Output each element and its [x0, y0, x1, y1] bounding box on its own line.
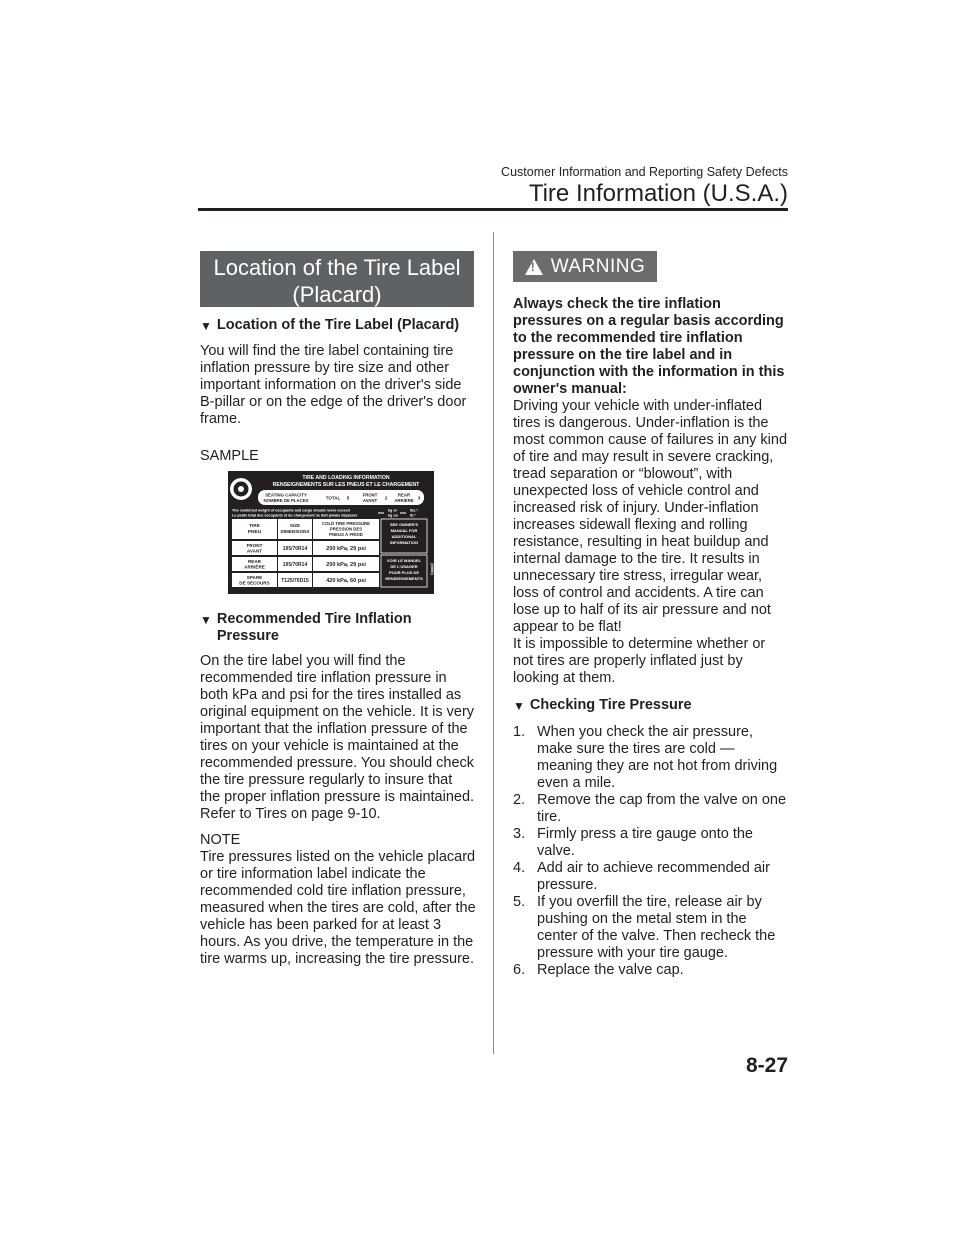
svg-text:5: 5	[346, 495, 350, 501]
placard-row-label-2: DE SECOURS	[239, 580, 270, 586]
svg-text:(0000): (0000)	[430, 563, 435, 575]
svg-text:POUR PLUS DE: POUR PLUS DE	[388, 570, 420, 575]
svg-text:Le poids total des occupants e: Le poids total des occupants et du chargement ne doit jamais dépasser	[232, 513, 358, 518]
step-item	[513, 724, 789, 792]
placard-row-label-2: AVANT	[246, 548, 263, 554]
warning-text-1: Driving your vehicle with under-inflated tires is dangerous. Under-inflation is the most common cause of failures in any kind of tire and may result in severe cracking, tread separation or “blowout”, with unexpected loss of vehicle control and increased risk of injury. Under-inflation increases sidewall flexing and rolling resistance, resulting in heat buildup and internal damage to the tire. It results in unnecessary tire stress, irregular wear, loss of control and accidents. A tire can lose up to half of its air pressure and not appear to be flat!	[513, 398, 788, 635]
svg-text:SEE OWNER'S: SEE OWNER'S	[389, 522, 419, 527]
page-number: 8-27	[745, 1054, 788, 1077]
warning-triangle-icon: !	[525, 259, 543, 275]
step-item	[513, 860, 789, 894]
note-text: Tire pressures listed on the vehicle placard or tire information label indicate the recommended cold tire inflation pressure, measured when the tires are cold, after the vehicle has been parked for at least 3 hours. As you drive, the temperature in the tire warms up, increasing the tire pressure.	[200, 849, 476, 967]
step-text: Add air to achieve recommended air pressure.	[537, 860, 770, 893]
column-divider	[493, 232, 494, 1054]
placard-row-pressure: 420 kPa, 60 psi	[326, 578, 366, 584]
svg-text:3: 3	[417, 495, 421, 501]
step-text: If you overfill the tire, release air by pushing on the metal stem in the center of the valve. Then recheck the pressure with your tire gauge.	[537, 894, 776, 961]
placard-row-label-1: REAR	[247, 558, 262, 564]
location-paragraph: You will find the tire label containing tire inflation pressure by tire size and other important information on the driver's side B-pillar or on the edge of the driver's door frame.	[200, 343, 467, 427]
tire-icon	[230, 478, 252, 500]
svg-text:kg or: kg or	[388, 508, 398, 513]
section-title: Tire Information (U.S.A.)	[528, 180, 788, 207]
step-text: Firmly press a tire gauge onto the valve.	[537, 826, 753, 859]
step-item	[513, 894, 789, 962]
step-number: 6.	[513, 962, 526, 978]
svg-text:REAR: REAR	[397, 492, 411, 498]
svg-text:ARRIÈRE: ARRIÈRE	[394, 498, 414, 503]
svg-text:PNEU: PNEU	[247, 530, 262, 535]
svg-text:DIMENSIONS: DIMENSIONS	[280, 529, 310, 534]
step-item	[513, 962, 789, 979]
placard-row-label-2: ARRIÈRE	[244, 564, 265, 570]
svg-text:TIRE: TIRE	[249, 524, 260, 529]
svg-text:lbs.*: lbs.*	[410, 508, 418, 513]
triangle-down-icon: ▼	[200, 613, 212, 627]
warning-badge	[513, 251, 657, 282]
svg-text:PNEUS À FROID: PNEUS À FROID	[329, 532, 363, 537]
step-number: 5.	[513, 894, 526, 910]
svg-text:VOIR LE MANUEL: VOIR LE MANUEL	[386, 558, 422, 563]
warning-label: WARNING	[550, 255, 646, 277]
recommended-paragraph: On the tire label you will find the recommended tire inflation pressure in both kPa and psi for the tires installed as original equipment on the vehicle. It is very important that the inflation pressure of the tires on your vehicle is maintained at the recommended pressure. You should check the tire pressure regularly to insure that the proper inflation pressure is maintained. Refer to Tires on page 9-10.	[200, 653, 475, 822]
steps-list	[513, 724, 789, 979]
placard-title-1: TIRE AND LOADING INFORMATION	[302, 475, 390, 481]
section-banner: Location of the Tire Label (Placard)	[200, 251, 474, 307]
svg-text:SEATING CAPACITY: SEATING CAPACITY	[265, 492, 307, 498]
subheading-recommended	[200, 611, 476, 645]
chapter-title: Customer Information and Reporting Safety Defects	[501, 165, 788, 179]
step-item	[513, 792, 789, 826]
subheading-recommended-text: Recommended Tire Inflation Pressure	[216, 611, 412, 644]
warning-text-2: It is impossible to determine whether or not tires are properly inflated just by looking at them.	[513, 636, 766, 686]
tire-placard-image	[228, 471, 434, 594]
svg-text:xxx: xxx	[400, 511, 407, 515]
subheading-checking-text: Checking Tire Pressure	[529, 697, 692, 713]
svg-text:PRESSION DES: PRESSION DES	[329, 526, 363, 532]
left-column	[200, 251, 476, 968]
step-text: When you check the air pressure, make sure the tires are cold —meaning they are not hot from driving even a mile.	[537, 724, 778, 791]
note-label: NOTE	[200, 832, 241, 848]
triangle-down-icon: ▼	[200, 319, 212, 333]
step-number: 1.	[513, 724, 526, 740]
placard-row-size: T125/70D15	[281, 578, 309, 584]
svg-text:DE L'USAGER: DE L'USAGER	[390, 564, 418, 569]
placard-title-2: RENSEIGNEMENTS SUR LES PNEUS ET LE CHARGEMENT	[272, 482, 420, 488]
svg-text:The combined weight of occupan: The combined weight of occupants and cargo should never exceed	[232, 508, 350, 513]
svg-text:ADDITIONAL: ADDITIONAL	[391, 534, 417, 539]
step-text: Remove the cap from the valve on one tire.	[537, 792, 787, 825]
subheading-location-text: Location of the Tire Label (Placard)	[216, 317, 460, 333]
triangle-down-icon: ▼	[513, 699, 525, 713]
step-text: Replace the valve cap.	[537, 962, 684, 978]
svg-text:xxx: xxx	[378, 511, 385, 515]
placard-row-label-1: SPARE	[246, 574, 263, 580]
svg-text:SIZE: SIZE	[289, 523, 301, 528]
placard-row-pressure: 200 kPa, 29 psi	[326, 562, 366, 568]
step-number: 4.	[513, 860, 526, 876]
placard-rows	[232, 541, 379, 587]
warning-bold-text: Always check the tire inflation pressures on a regular basis according to the recommended tire inflation pressure on the tire label and in conjunction with the information in this owner's manual:	[513, 296, 785, 397]
svg-text:NOMBRE DE PLACES: NOMBRE DE PLACES	[263, 498, 309, 503]
placard-row-size: 195/70R14	[282, 546, 308, 552]
sample-label: SAMPLE	[200, 448, 259, 464]
header-rule	[198, 208, 788, 211]
svg-text:FRONT: FRONT	[362, 492, 378, 498]
subheading-location	[200, 317, 476, 335]
step-item	[513, 826, 789, 860]
subheading-checking	[513, 697, 789, 715]
svg-text:INFORMATION: INFORMATION	[390, 540, 418, 545]
placard-row-size: 195/70R14	[282, 562, 308, 568]
step-number: 3.	[513, 826, 526, 842]
right-column	[513, 251, 789, 979]
svg-text:AVANT: AVANT	[362, 498, 378, 503]
placard-row-label-1: FRONT	[246, 542, 263, 548]
svg-text:MANUAL FOR: MANUAL FOR	[390, 528, 418, 533]
svg-text:kg ou: kg ou	[388, 513, 398, 518]
svg-text:TOTAL: TOTAL	[325, 495, 341, 501]
svg-text:lb.*: lb.*	[410, 513, 416, 518]
svg-text:2: 2	[384, 495, 388, 501]
placard-row-pressure: 200 kPa, 29 psi	[326, 546, 366, 552]
step-number: 2.	[513, 792, 526, 808]
svg-text:RENSEIGNEMENTS: RENSEIGNEMENTS	[385, 576, 423, 581]
svg-text:COLD TIRE PRESSURE: COLD TIRE PRESSURE	[322, 521, 370, 526]
